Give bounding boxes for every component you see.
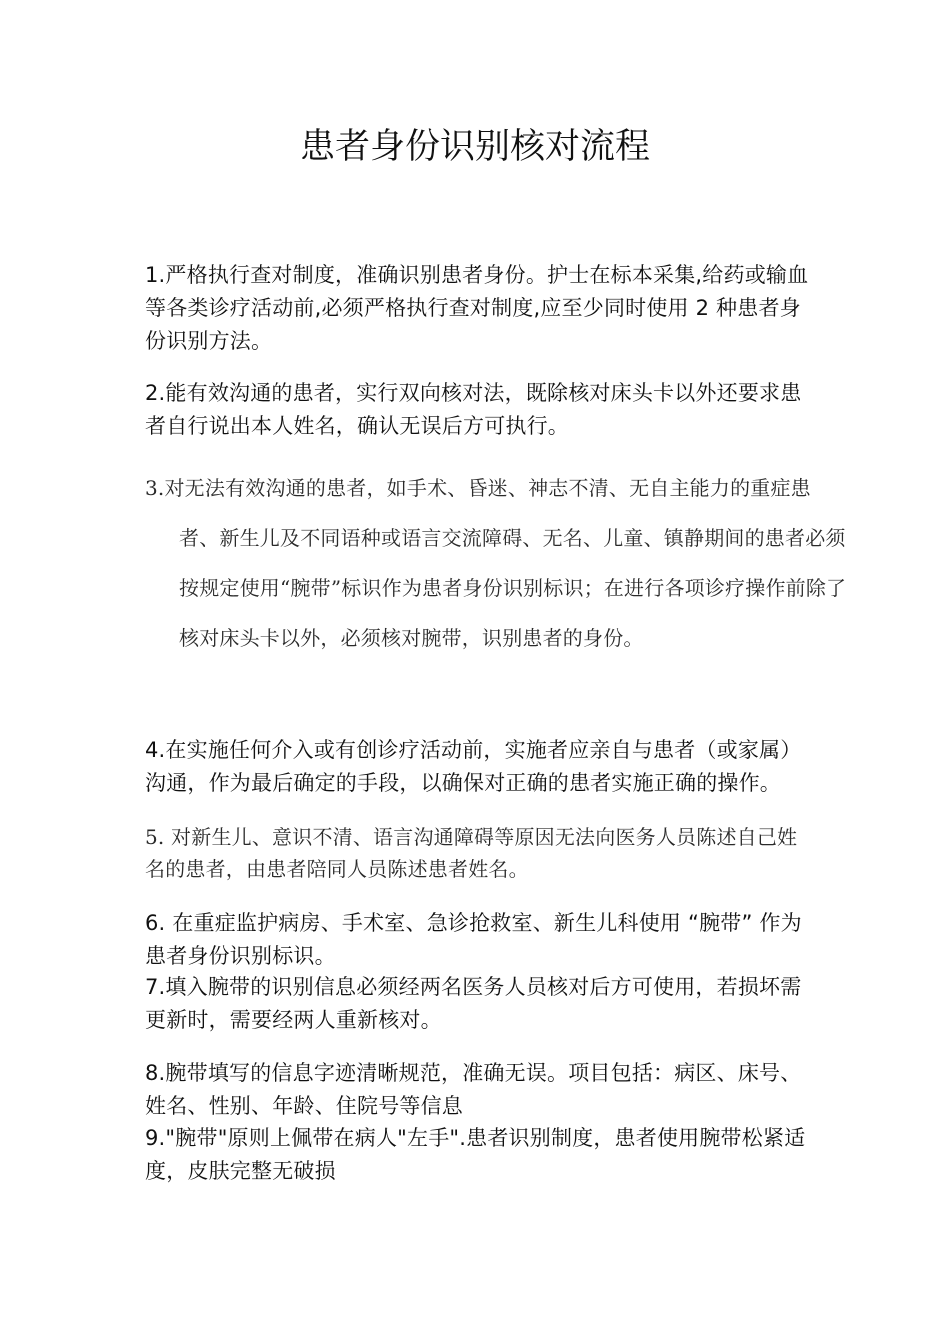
paragraph-3: 3.对无法有效沟通的患者，如手术、昏迷、神志不清、无自主能力的重症患者、新生儿及不同语种或语言交流障碍、无名、儿童、镇静期间的患者必须按规定使用“腕带”标识作为患者身份识别标识；在进行各项诊疗操作前除了核对床头卡以外，必须核对腕带，识别患者的身份。 xyxy=(145,476,847,650)
paragraph-1: 1.严格执行查对制度，准确识别患者身份。护士在标本采集,给药或输血等各类诊疗活动前,必须严格执行查对制度,应至少同时使用 2 种患者身份识别方法。 xyxy=(145,263,809,353)
paragraph-6: 6. 在重症监护病房、手术室、急诊抢救室、新生儿科使用 “腕带” 作为患者身份识别标识。 xyxy=(145,911,802,968)
paragraph-9: 9."腕带"原则上佩带在病人"左手".患者识别制度，患者使用腕带松紧适度，皮肤完整无破损 xyxy=(145,1126,806,1183)
paragraph-4: 4.在实施任何介入或有创诊疗活动前，实施者应亲自与患者（或家属）沟通，作为最后确定的手段，以确保对正确的患者实施正确的操作。 xyxy=(145,738,802,795)
page-title: 患者身份识别核对流程 xyxy=(299,127,650,167)
paragraph-2: 2.能有效沟通的患者，实行双向核对法，既除核对床头卡以外还要求患者自行说出本人姓名，确认无误后方可执行。 xyxy=(145,381,802,438)
paragraph-7: 7.填入腕带的识别信息必须经两名医务人员核对后方可使用，若损坏需更新时，需要经两人重新核对。 xyxy=(145,975,802,1032)
paragraph-8: 8.腕带填写的信息字迹清晰规范，准确无误。项目包括：病区、床号、姓名、性别、年龄、住院号等信息 xyxy=(145,1061,802,1118)
paragraph-5: 5. 对新生儿、意识不清、语言沟通障碍等原因无法向医务人员陈述自己姓名的患者，由患者陪同人员陈述患者姓名。 xyxy=(145,825,798,881)
